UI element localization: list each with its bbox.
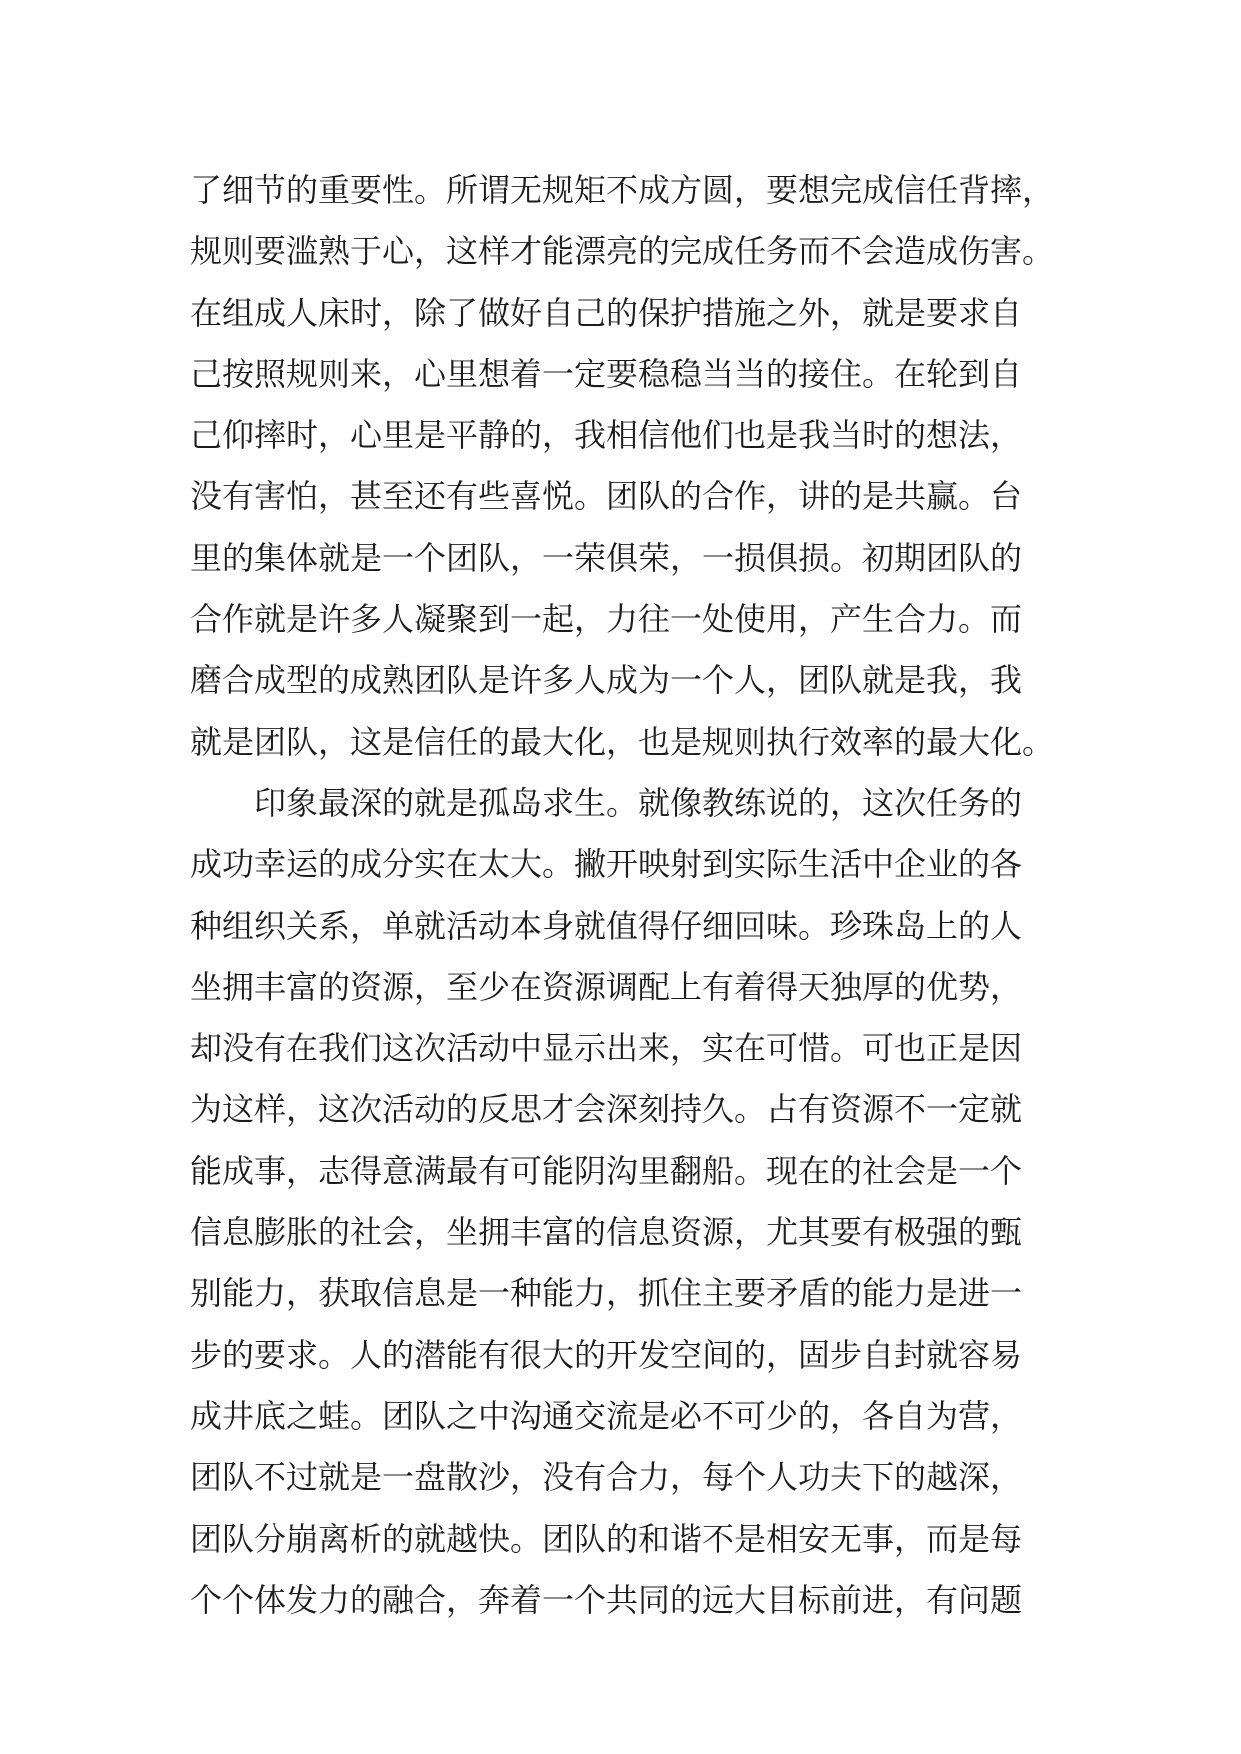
text-line: 信息膨胀的社会，坐拥丰富的信息资源，尤其要有极强的甄 <box>190 1213 1023 1252</box>
text-line: 能成事，志得意满最有可能阴沟里翻船。现在的社会是一个 <box>190 1151 1023 1190</box>
text-line: 成井底之蛙。团队之中沟通交流是必不可少的，各自为营， <box>190 1396 1023 1435</box>
text-line: 在组成人床时，除了做好自己的保护措施之外，就是要求自 <box>190 293 1023 332</box>
text-line: 坐拥丰富的资源，至少在资源调配上有着得天独厚的优势， <box>190 967 1023 1006</box>
text-line: 成功幸运的成分实在太大。撇开映射到实际生活中企业的各 <box>190 845 1023 884</box>
text-line: 却没有在我们这次活动中显示出来，实在可惜。可也正是因 <box>190 1029 1023 1068</box>
text-line: 没有害怕，甚至还有些喜悦。团队的合作，讲的是共赢。台 <box>190 477 1023 516</box>
text-line: 种组织关系，单就活动本身就值得仔细回味。珍珠岛上的人 <box>190 906 1023 945</box>
text-line: 己仰摔时，心里是平静的，我相信他们也是我当时的想法， <box>190 416 1023 455</box>
text-line: 磨合成型的成熟团队是许多人成为一个人，团队就是我，我 <box>190 661 1023 700</box>
text-line: 别能力，获取信息是一种能力，抓住主要矛盾的能力是进一 <box>190 1274 1023 1313</box>
paragraph-start-line: 印象最深的就是孤岛求生。就像教练说的，这次任务的 <box>254 783 1023 822</box>
text-line: 个个体发力的融合，奔着一个共同的远大目标前进，有问题 <box>190 1580 1023 1619</box>
text-line: 里的集体就是一个团队，一荣俱荣，一损俱损。初期团队的 <box>190 538 1023 577</box>
text-line: 己按照规则来，心里想着一定要稳稳当当的接住。在轮到自 <box>190 354 1023 393</box>
text-line: 步的要求。人的潜能有很大的开发空间的，固步自封就容易 <box>190 1335 1023 1374</box>
text-line: 就是团队，这是信任的最大化，也是规则执行效率的最大化。 <box>190 722 1055 761</box>
text-line: 为这样，这次活动的反思才会深刻持久。占有资源不一定就 <box>190 1090 1023 1129</box>
body-text <box>190 160 1090 1631</box>
text-line: 团队不过就是一盘散沙，没有合力，每个人功夫下的越深， <box>190 1458 1023 1497</box>
text-line: 规则要滥熟于心，这样才能漂亮的完成任务而不会造成伤害。 <box>190 232 1055 271</box>
text-line: 团队分崩离析的就越快。团队的和谐不是相安无事，而是每 <box>190 1519 1023 1558</box>
text-line: 合作就是许多人凝聚到一起，力往一处使用，产生合力。而 <box>190 600 1023 639</box>
text-line: 了细节的重要性。所谓无规矩不成方圆，要想完成信任背摔， <box>190 171 1055 209</box>
